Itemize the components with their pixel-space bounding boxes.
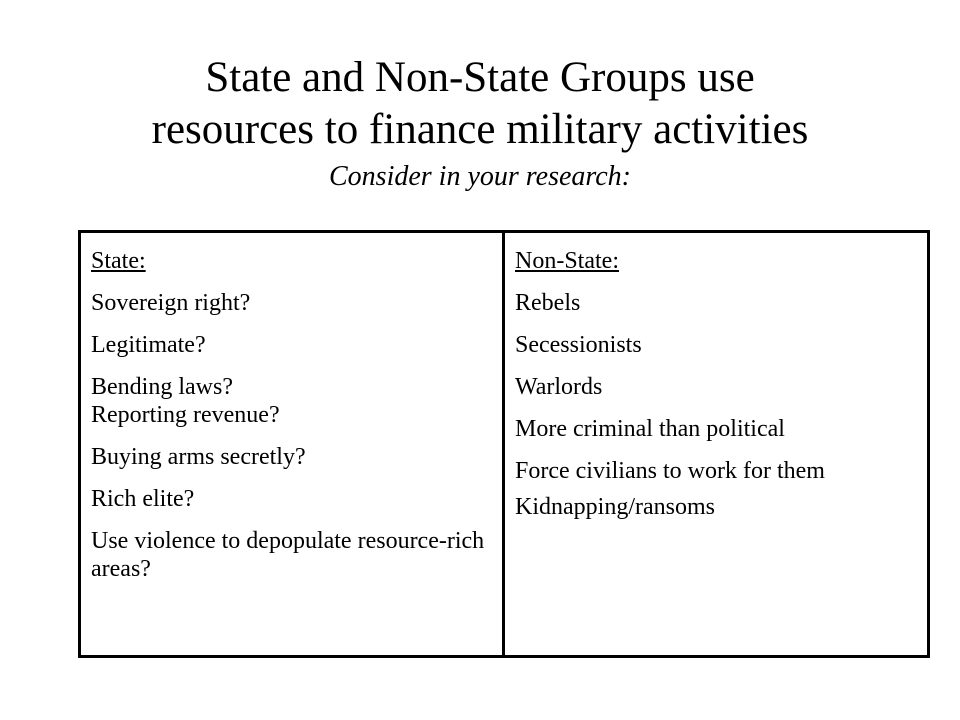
non-state-item: Warlords bbox=[515, 374, 603, 400]
non-state-column bbox=[505, 233, 927, 655]
state-item: Bending laws? bbox=[91, 374, 233, 400]
non-state-item: Secessionists bbox=[515, 332, 642, 358]
state-item: Rich elite? bbox=[91, 486, 195, 512]
non-state-header: Non-State: bbox=[515, 248, 619, 274]
state-item: Buying arms secretly? bbox=[91, 444, 306, 470]
slide-subtitle: Consider in your research: bbox=[329, 161, 631, 192]
comparison-table bbox=[78, 230, 930, 658]
title-line-1: State and Non-State Groups use bbox=[205, 54, 755, 101]
state-item: Reporting revenue? bbox=[91, 402, 280, 428]
state-header: State: bbox=[91, 248, 146, 274]
non-state-item: More criminal than political bbox=[515, 416, 785, 442]
title-line-2: resources to finance military activities bbox=[151, 106, 809, 153]
slide-title bbox=[0, 52, 960, 196]
non-state-item: Rebels bbox=[515, 290, 581, 316]
non-state-item: Force civilians to work for them bbox=[515, 458, 825, 484]
state-item: Use violence to depopulate resource-rich areas? bbox=[91, 528, 485, 582]
state-item: Sovereign right? bbox=[91, 290, 251, 316]
state-column bbox=[81, 233, 505, 655]
non-state-item: Kidnapping/ransoms bbox=[515, 494, 715, 520]
state-item: Legitimate? bbox=[91, 332, 206, 358]
